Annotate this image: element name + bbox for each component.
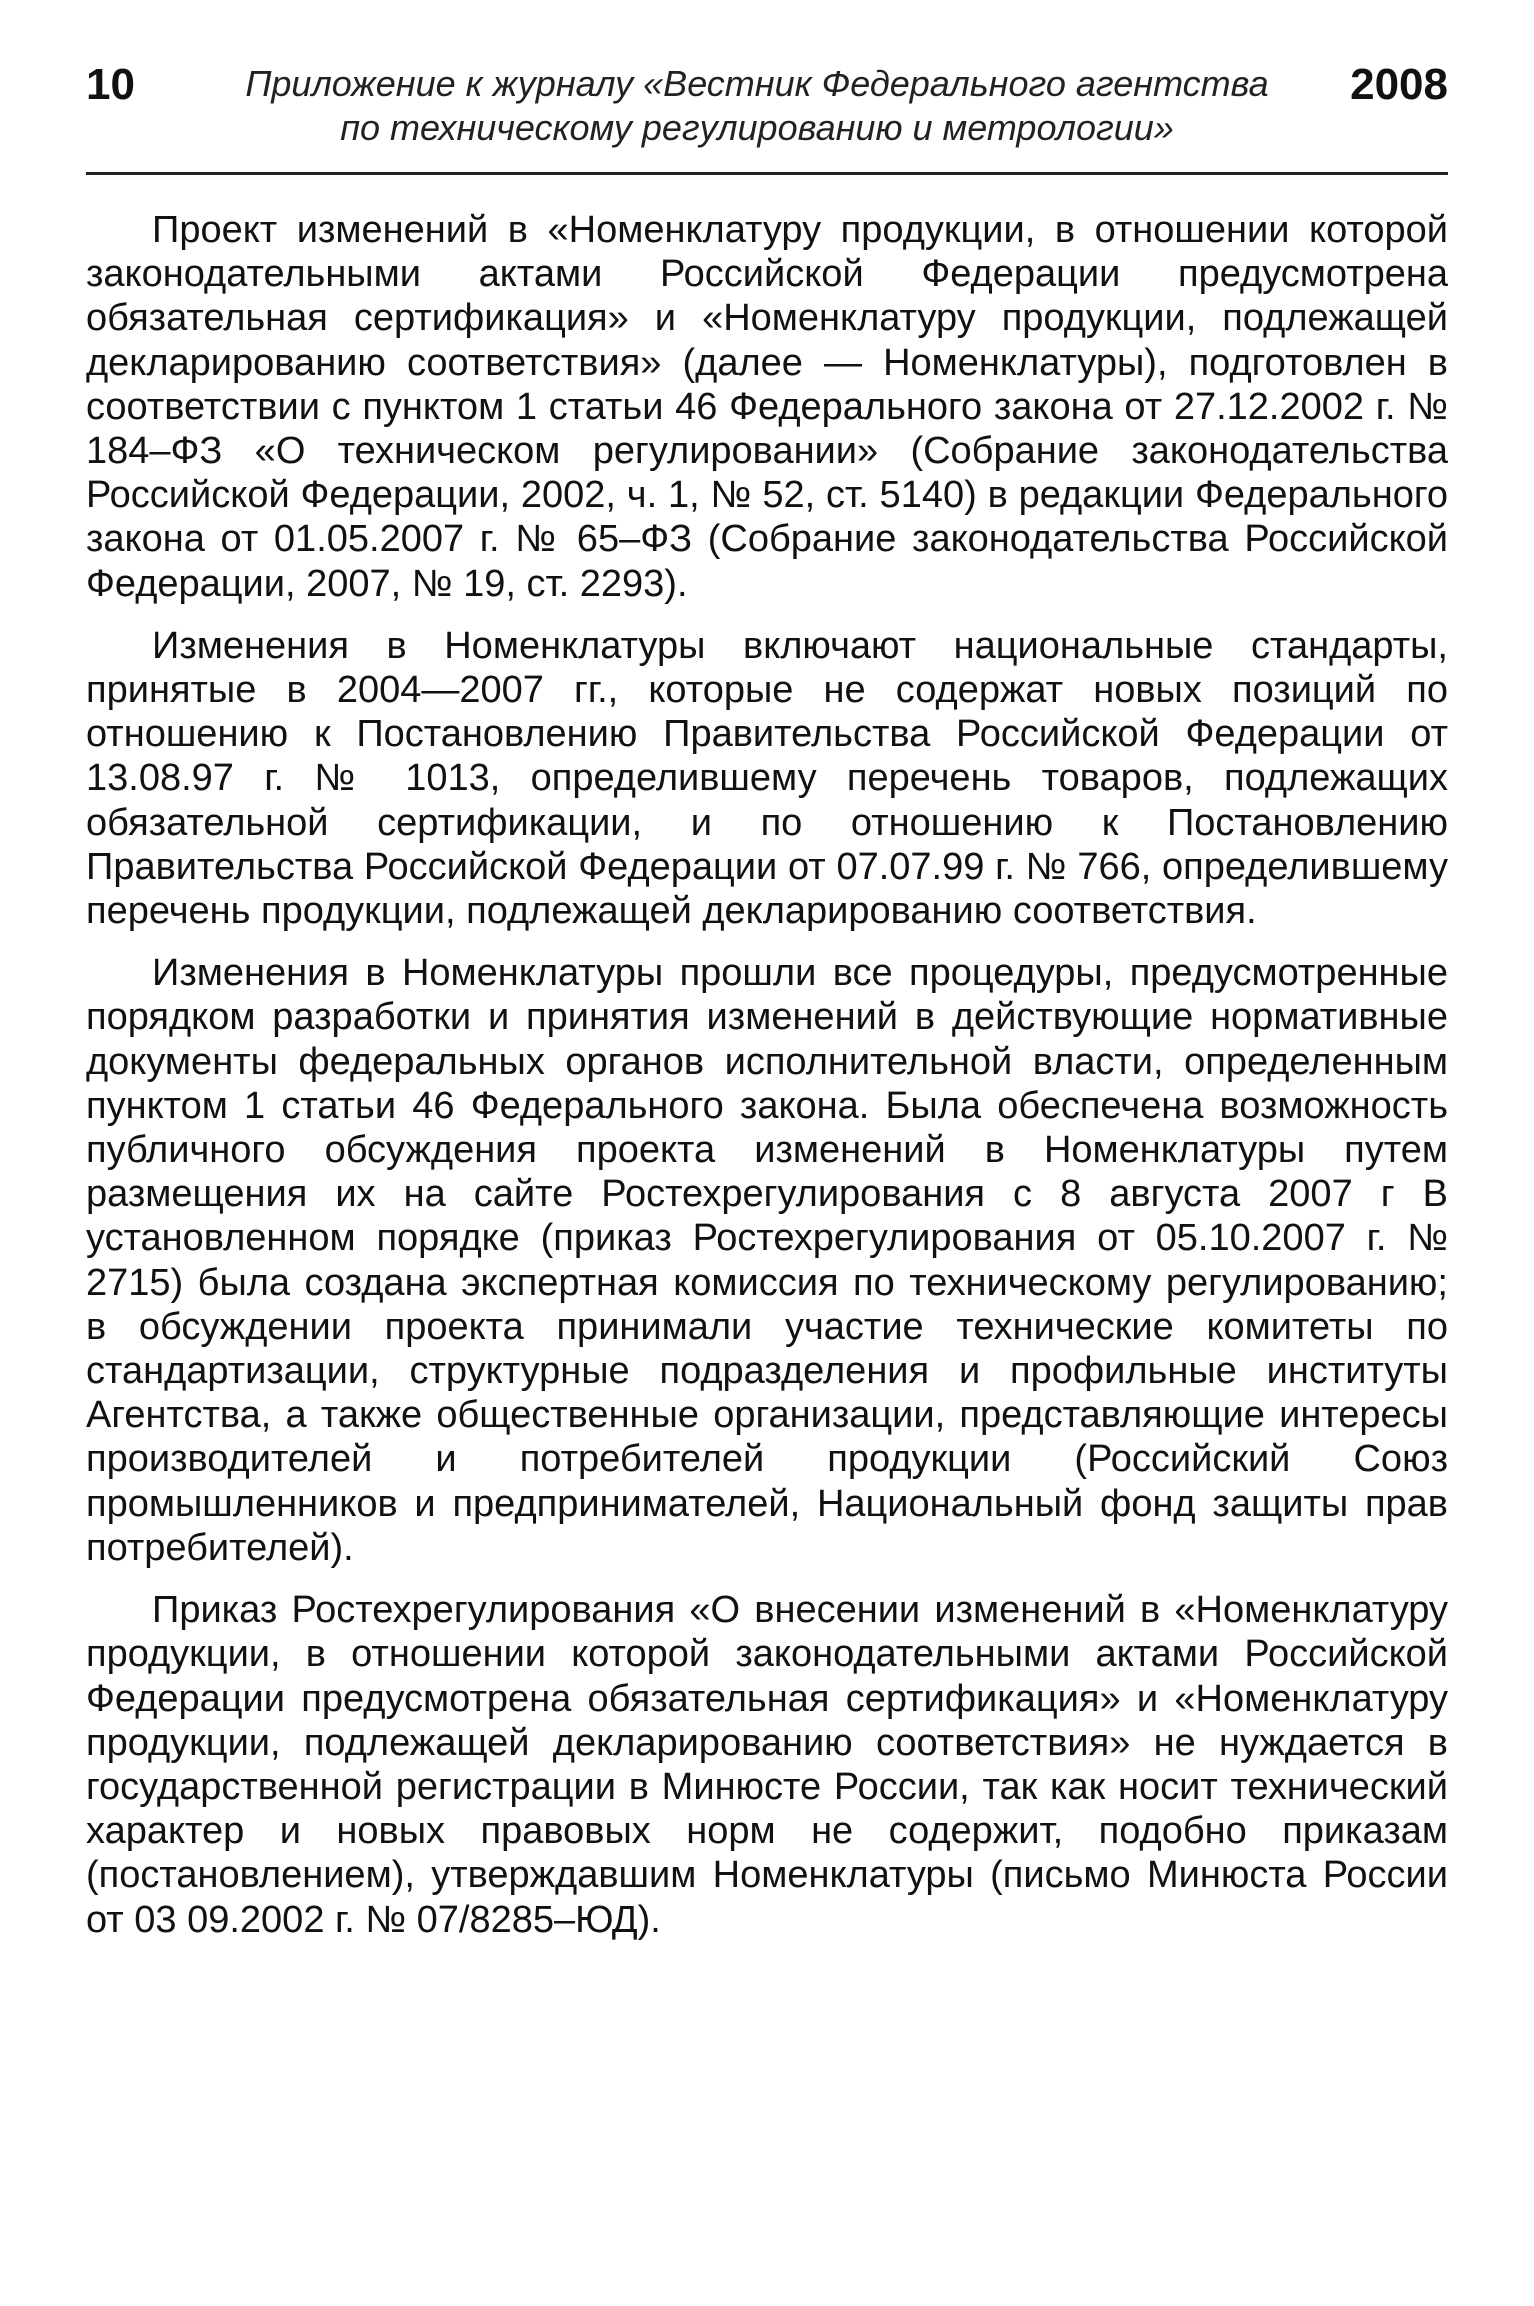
paragraph-3: Изменения в Номенклатуры прошли все процедуры, предусмотренные порядком разработки и принятия изменений в действующие нормативные документы федеральных органов исполнительной власти, определенным пунктом 1 статьи 46 Федерального закона. Была обеспечена возможность публичного обсуждения проекта изменений в Номенклатуры путем размещения их на сайте Ростехрегулирования с 8 августа 2007 г В установленном порядке (приказ Ростехрегулирования от 05.10.2007 г. № 2715) была создана экспертная комиссия по техническому регулированию; в обсуждении проекта принимали участие технические комитеты по стандартизации, структурные подразделения и профильные институты Агентства, а также общественные организации, представляющие интересы производителей и потребителей продукции (Российский Союз промышленников и предпринимателей, Национальный фонд защиты прав потребителей). xyxy=(86,952,1448,1569)
paragraph-1: Проект изменений в «Номенклатуру продукции, в отношении которой законодательными актами Российской Федерации предусмотрена обязательная сертификация» и «Номенклатуру продукции, подлежащей декларированию соответствия» (далее — Номенклатуры), подготовлен в соответствии с пунктом 1 статьи 46 Федерального закона от 27.12.2002 г. № 184–ФЗ «О техническом регулировании» (Собрание законодательства Российской Федерации, 2002, ч. 1, № 52, ст. 5140) в редакции Федерального закона от 01.05.2007 г. № 65–ФЗ (Собрание законодательства Российской Федерации, 2007, № 19, ст. 2293). xyxy=(86,209,1448,605)
document-page xyxy=(86,60,1448,1941)
body-text xyxy=(86,208,1448,1960)
page-number: 10 xyxy=(86,60,135,109)
page-header xyxy=(86,60,1448,164)
header-divider xyxy=(86,172,1448,175)
paragraph-4: Приказ Ростехрегулирования «О внесении изменений в «Номенклатуру продукции, в отношении которой законодательными актами Российской Федерации предусмотрена обязательная сертификация» и «Номенклатуру продукции, подлежащей декларированию соответствия» не нуждается в государственной регистрации в Минюсте России, так как носит технический характер и новых правовых норм не содержит, подобно приказам (постановлением), утверждавшим Номенклатуры (письмо Минюста России от 03 09.2002 г. № 07/8285–ЮД). xyxy=(86,1589,1448,1941)
journal-title xyxy=(206,62,1308,150)
publication-year: 2008 xyxy=(1350,60,1448,109)
journal-title-line-2: по техническому регулированию и метрологии» xyxy=(340,107,1174,148)
paragraph-2: Изменения в Номенклатуры включают национальные стандарты, принятые в 2004—2007 гг., которые не содержат новых позиций по отношению к Постановлению Правительства Российской Федерации от 13.08.97 г. № 1013, определившему перечень товаров, подлежащих обязательной сертификации, и по отношению к Постановлению Правительства Российской Федерации от 07.07.99 г. № 766, определившему перечень продукции, подлежащей декларированию соответствия. xyxy=(86,624,1448,933)
journal-title-line-1: Приложение к журналу «Вестник Федерального агентства xyxy=(245,63,1269,104)
